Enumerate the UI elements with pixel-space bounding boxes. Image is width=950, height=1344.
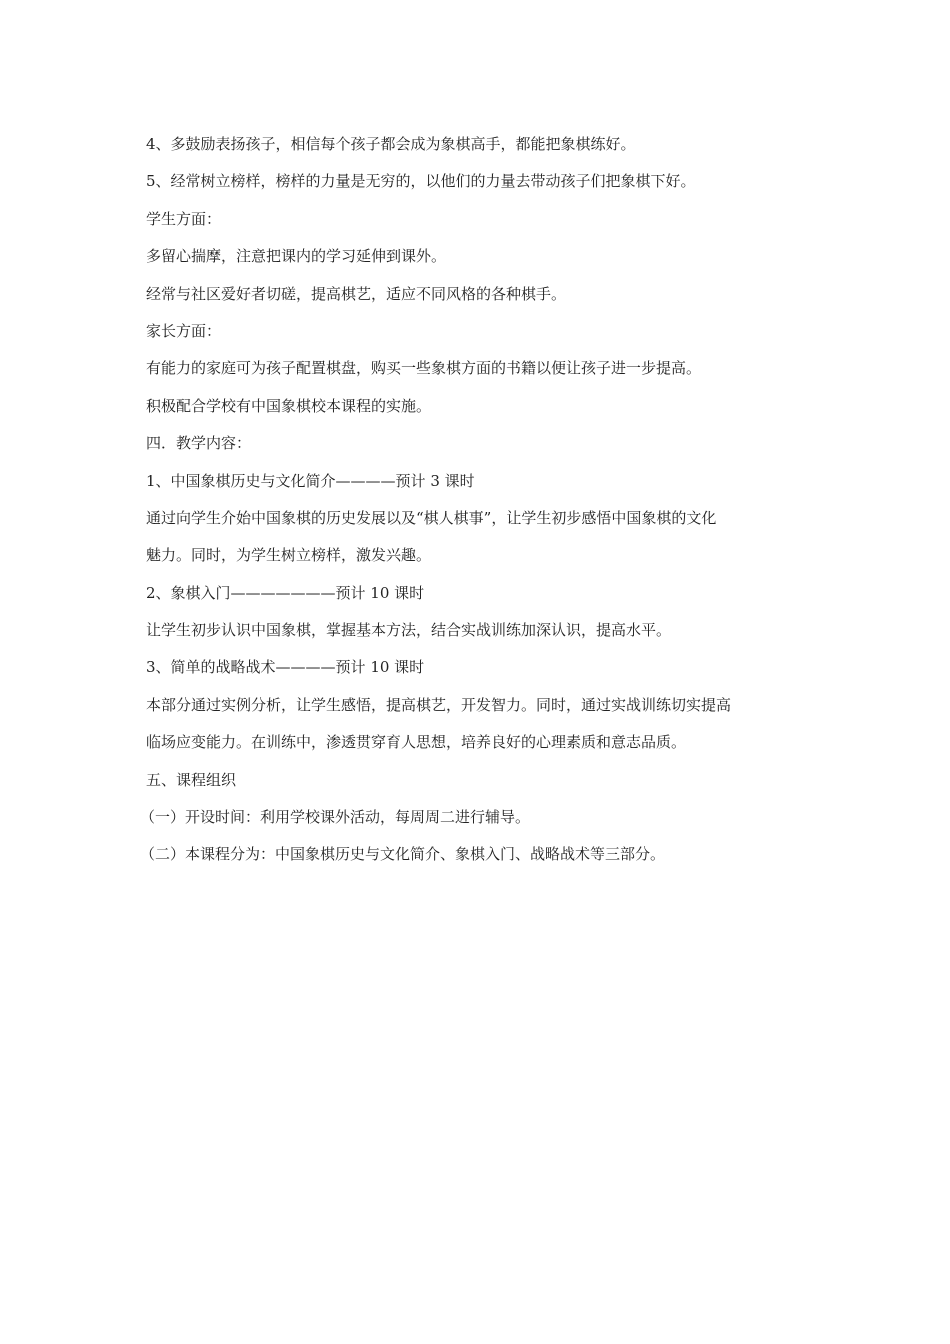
paragraph-students-study: 多留心揣摩，注意把课内的学习延伸到课外。 [146,247,447,266]
list-item-encourage-praise: 4、多鼓励表扬孩子，相信每个孩子都会成为象棋高手，都能把象棋练好。 [146,135,636,153]
section-heading-teaching-content: 四．教学内容： [146,434,252,453]
list-item-schedule: （一）开设时间：利用学校课外活动，每周周二进行辅导。 [140,808,531,827]
list-item-role-models: 5、经常树立榜样，榜样的力量是无穷的，以他们的力量去带动孩子们把象棋下好。 [146,172,696,191]
section-heading-course-organization: 五、课程组织 [146,770,237,789]
paragraph-strategy-line-2: 临场应变能力。在训练中，渗透贯穿育人思想，培养良好的心理素质和意志品质。 [146,733,687,752]
list-item-strategy-tactics: 3、简单的战略战术————预计 10 课时 [146,658,425,677]
paragraph-students-community: 经常与社区爱好者切磋，提高棋艺，适应不同风格的各种棋手。 [146,284,567,303]
list-item-chess-intro: 2、象棋入门———————预计 10 课时 [146,583,425,602]
paragraph-parents-equipment: 有能力的家庭可为孩子配置棋盘，购买一些象棋方面的书籍以便让孩子进一步提高。 [146,359,702,378]
section-heading-parents: 家长方面： [146,321,222,340]
list-item-course-parts: （二）本课程分为：中国象棋历史与文化简介、象棋入门、战略战术等三部分。 [140,845,666,864]
paragraph-strategy-line-1: 本部分通过实例分析，让学生感悟，提高棋艺，开发智力。同时，通过实战训练切实提高 [146,695,732,714]
paragraph-chess-intro: 让学生初步认识中国象棋，掌握基本方法，结合实战训练加深认识，提高水平。 [146,621,672,640]
paragraph-history-line-2: 魅力。同时，为学生树立榜样，激发兴趣。 [146,546,432,565]
paragraph-parents-cooperate: 积极配合学校有中国象棋校本课程的实施。 [146,396,432,415]
list-item-history-culture: 1、中国象棋历史与文化简介————预计 3 课时 [146,471,475,490]
section-heading-students: 学生方面： [146,209,222,228]
paragraph-history-line-1: 通过向学生介始中国象棋的历史发展以及“棋人棋事”，让学生初步感悟中国象棋的文化 [146,508,717,527]
document-body [140,126,806,874]
